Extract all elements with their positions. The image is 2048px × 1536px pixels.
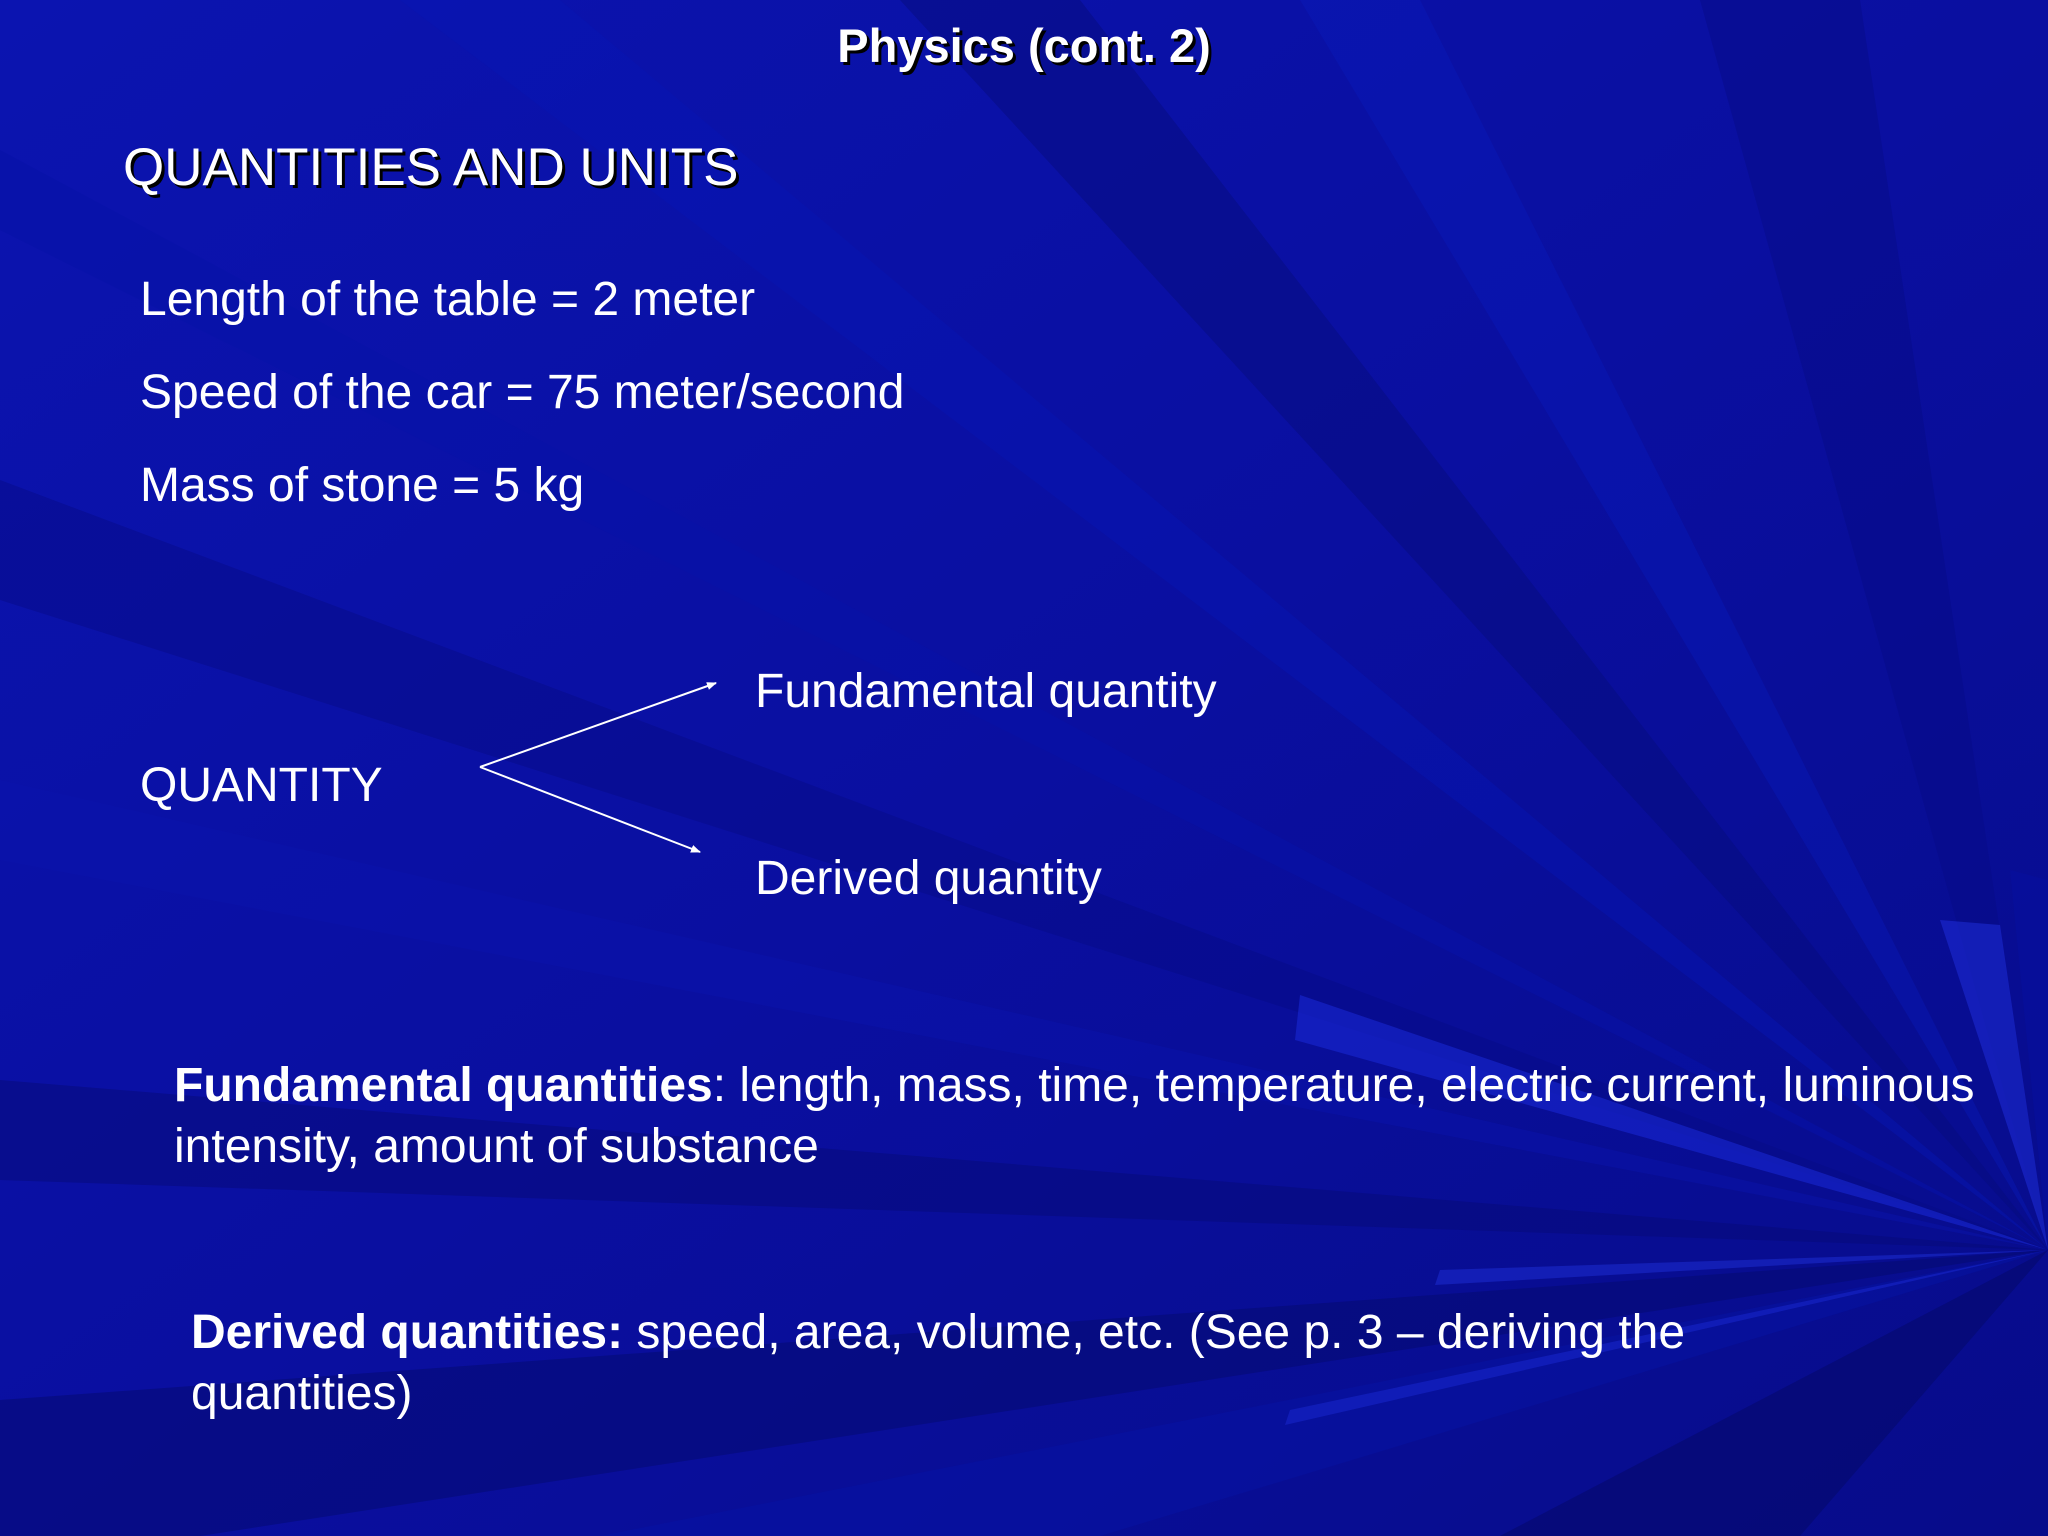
section-heading: QUANTITIES AND UNITS bbox=[123, 138, 739, 197]
derived-quantities-term: Derived quantities: bbox=[191, 1306, 624, 1359]
example-length: Length of the table = 2 meter bbox=[140, 273, 756, 326]
derived-quantities-list: speed, area, volume, etc. (See p. 3 – deriving the quantities) bbox=[191, 1306, 1686, 1420]
fundamental-quantities-paragraph bbox=[174, 1055, 1994, 1177]
fundamental-quantity-label: Fundamental quantity bbox=[755, 665, 1217, 718]
fundamental-quantities-list: : length, mass, time, temperature, electric current, luminous intensity, amount of substance bbox=[174, 1059, 1975, 1173]
slide-title: Physics (cont. 2) bbox=[837, 19, 1211, 72]
derived-quantities-paragraph bbox=[191, 1302, 1891, 1424]
derived-quantity-label: Derived quantity bbox=[755, 852, 1102, 905]
quantity-label: QUANTITY bbox=[140, 759, 383, 812]
arrow-to-fundamental bbox=[480, 683, 716, 767]
arrow-to-derived bbox=[480, 767, 700, 852]
example-mass: Mass of stone = 5 kg bbox=[140, 459, 585, 512]
example-speed: Speed of the car = 75 meter/second bbox=[140, 366, 905, 419]
fundamental-quantities-term: Fundamental quantities bbox=[174, 1059, 713, 1112]
